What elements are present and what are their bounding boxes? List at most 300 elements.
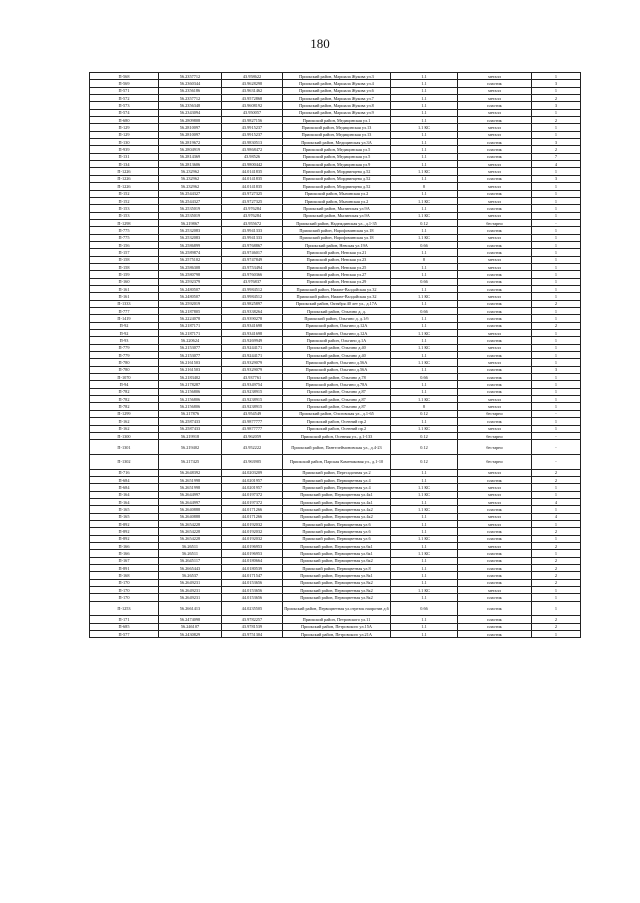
container-material-cell: металл — [458, 197, 532, 204]
table-row — [90, 520, 581, 527]
table-row — [90, 256, 581, 263]
container-material-cell: пластик — [458, 579, 532, 586]
latitude-cell: 56.2644997 — [159, 498, 222, 505]
address-cell: Приокский район, Нарофоминская ул.18 — [283, 234, 391, 241]
address-cell: Приокский район, Ольгино д.56А — [283, 359, 391, 366]
point-id-cell: П-129 — [90, 124, 159, 131]
container-count-cell: 1 — [532, 484, 581, 491]
address-cell: Приокский район, Медицинская ул.3А — [283, 139, 391, 146]
container-volume-cell: 0.12 — [391, 410, 458, 417]
address-cell: Приокский район, Ольгино д.12А — [283, 330, 391, 337]
table-row — [90, 146, 581, 153]
latitude-cell: 56.2224078 — [159, 315, 222, 322]
container-volume-cell: 1.1 — [391, 146, 458, 153]
longitude-cell: 44.0197372 — [222, 498, 283, 505]
longitude-cell: 44.0192032 — [222, 520, 283, 527]
latitude-cell: 56.2343094 — [159, 109, 222, 116]
point-id-cell: П-159 — [90, 271, 159, 278]
table-row — [90, 623, 581, 630]
longitude-cell: 44.0153656 — [222, 587, 283, 594]
container-volume-cell: 1.1 КС — [391, 330, 458, 337]
latitude-cell: 56.2480507 — [159, 285, 222, 292]
table-row — [90, 293, 581, 300]
container-material-cell: металл — [458, 587, 532, 594]
table-row — [90, 469, 581, 476]
address-cell: Приокский район, Пантелеймоновская ул., д.4-23 — [283, 440, 391, 455]
longitude-cell: 43.9984512 — [222, 293, 283, 300]
container-count-cell: 2 — [532, 579, 581, 586]
address-cell: Приокский район, Маршала Жукова ул.4 — [283, 80, 391, 87]
latitude-cell: 56.2651998 — [159, 476, 222, 483]
container-volume-cell: 1.1 КС — [391, 587, 458, 594]
container-material-cell: пластик — [458, 146, 532, 153]
latitude-cell: 56.2187171 — [159, 322, 222, 329]
latitude-cell: 56.2580798 — [159, 271, 222, 278]
container-count-cell: 1 — [532, 344, 581, 351]
point-id-cell: П-1299 — [90, 410, 159, 417]
longitude-cell: 43.9984512 — [222, 285, 283, 292]
table-row — [90, 528, 581, 535]
table-row — [90, 95, 581, 102]
point-id-cell: П-92 — [90, 322, 159, 329]
container-volume-cell: 8 — [391, 403, 458, 410]
table-row — [90, 183, 581, 190]
table-row — [90, 352, 581, 359]
latitude-cell: 56.2592379 — [159, 278, 222, 285]
container-count-cell: 1 — [532, 601, 581, 616]
latitude-cell: 56.2645117 — [159, 557, 222, 564]
point-id-cell: П-684 — [90, 484, 159, 491]
table-row — [90, 565, 581, 572]
latitude-cell: 56.2814369 — [159, 153, 222, 160]
longitude-cell: 43.962059 — [222, 432, 283, 439]
container-volume-cell: 1.1 — [391, 73, 458, 80]
latitude-cell: 56.2649231 — [159, 594, 222, 601]
table-row — [90, 498, 581, 505]
container-volume-cell: 1.1 — [391, 623, 458, 630]
table-row — [90, 109, 581, 116]
address-cell: Приокский район, Ольгино д.87 — [283, 388, 391, 395]
container-count-cell: 2 — [532, 543, 581, 550]
address-cell: Приокский район, Мызинская ул.9А — [283, 212, 391, 219]
container-material-cell: пластик — [458, 300, 532, 307]
table-row — [90, 616, 581, 623]
container-material-cell: пластик — [458, 594, 532, 601]
address-cell: Приокский район, Медицинская ул.5 — [283, 153, 391, 160]
longitude-cell: 43.9341698 — [222, 330, 283, 337]
table-row — [90, 344, 581, 351]
point-id-cell: П-577 — [90, 631, 159, 638]
table-row — [90, 227, 581, 234]
container-count-cell: 1 — [532, 337, 581, 344]
container-count-cell: 1 — [532, 396, 581, 403]
container-count-cell: 1 — [532, 330, 581, 337]
container-material-cell: металл — [458, 513, 532, 520]
container-material-cell: пластик — [458, 418, 532, 425]
container-count-cell: 1 — [532, 278, 581, 285]
address-cell: Приокский район, Ольгино д.40 — [283, 352, 391, 359]
address-cell: Приокский район, Маршала Жукова ул.3 — [283, 73, 391, 80]
container-count-cell: 1 — [532, 263, 581, 270]
latitude-cell: 56.2356348 — [159, 102, 222, 109]
address-cell: Приокский район, Медицинская ул.13 — [283, 131, 391, 138]
container-volume-cell: 1.1 КС — [391, 344, 458, 351]
container-count-cell: 1 — [532, 249, 581, 256]
container-material-cell: пластик — [458, 352, 532, 359]
container-volume-cell: 1.1 — [391, 631, 458, 638]
container-count-cell: 1 — [532, 205, 581, 212]
point-id-cell: П-680 — [90, 117, 159, 124]
table-row — [90, 359, 581, 366]
latitude-cell: 56.2156806 — [159, 403, 222, 410]
table-row — [90, 631, 581, 638]
container-volume-cell: 1.1 КС — [391, 491, 458, 498]
table-row — [90, 425, 581, 432]
container-material-cell: металл — [458, 498, 532, 505]
point-id-cell: П-130 — [90, 139, 159, 146]
table-row — [90, 432, 581, 439]
table-row — [90, 190, 581, 197]
point-id-cell: П-780 — [90, 359, 159, 366]
container-count-cell: 1 — [532, 359, 581, 366]
point-id-cell: П-162 — [90, 425, 159, 432]
container-count-cell: 1 — [532, 73, 581, 80]
container-count-cell: 2 — [532, 528, 581, 535]
address-cell: Приокский район, Ольгино д.87 — [283, 403, 391, 410]
point-id-cell: П-162 — [90, 418, 159, 425]
address-cell: Приокский район, Первоцветная ул.8к2 — [283, 587, 391, 594]
container-material-cell: металл — [458, 543, 532, 550]
container-material-cell: металл — [458, 234, 532, 241]
table-row — [90, 131, 581, 138]
container-volume-cell: 0.12 — [391, 432, 458, 439]
address-cell: Приокский район, Первоцветная ул.4 — [283, 484, 391, 491]
point-id-cell: П-93 — [90, 337, 159, 344]
latitude-cell: 56.2187805 — [159, 308, 222, 315]
container-volume-cell: 1.1 — [391, 469, 458, 476]
container-material-cell: металл — [458, 359, 532, 366]
latitude-cell: 56.2360344 — [159, 80, 222, 87]
container-material-cell: металл — [458, 469, 532, 476]
container-material-cell: пластик — [458, 271, 532, 278]
address-cell: Приокский район, Пересадочная ул.2 — [283, 469, 391, 476]
latitude-cell: 56.2587433 — [159, 418, 222, 425]
point-id-cell: П-129 — [90, 131, 159, 138]
table-row — [90, 403, 581, 410]
point-id-cell: П-777 — [90, 308, 159, 315]
longitude-cell: 43.9781539 — [222, 623, 283, 630]
container-count-cell: 3 — [532, 102, 581, 109]
container-count-cell: 1 — [532, 352, 581, 359]
address-cell: Приокский район, Медицинская ул.13 — [283, 124, 391, 131]
address-cell: Приокский район, Осенний пр.2 — [283, 425, 391, 432]
latitude-cell: 56.217425 — [159, 454, 222, 469]
longitude-cell: 43.976837 — [222, 278, 283, 285]
longitude-cell: 43.963905 — [222, 454, 283, 469]
container-count-cell: 1 — [532, 168, 581, 175]
container-count-cell: 2 — [532, 623, 581, 630]
point-id-cell: П-171 — [90, 616, 159, 623]
container-volume-cell: 1.1 — [391, 513, 458, 520]
longitude-cell: 43.9238915 — [222, 388, 283, 395]
longitude-cell: 44.0141835 — [222, 175, 283, 182]
latitude-cell: 56.219918 — [159, 432, 222, 439]
container-volume-cell: 1.1 — [391, 80, 458, 87]
point-id-cell: П-939 — [90, 146, 159, 153]
point-id-cell: П-782 — [90, 403, 159, 410]
latitude-cell: 56.2586308 — [159, 263, 222, 270]
container-count-cell: 2 — [532, 616, 581, 623]
container-volume-cell: 1.1 КС — [391, 396, 458, 403]
address-cell: Приокский район, Мордвинцева д.52 — [283, 175, 391, 182]
longitude-cell: 44.0153656 — [222, 579, 283, 586]
latitude-cell: 56.2544327 — [159, 197, 222, 204]
longitude-cell: 43.9341698 — [222, 322, 283, 329]
point-id-cell: П-775 — [90, 234, 159, 241]
latitude-cell: 56.219867 — [159, 219, 222, 226]
container-count-cell: 1 — [532, 124, 581, 131]
container-material-cell: пластик — [458, 117, 532, 124]
latitude-cell: 56.2586899 — [159, 241, 222, 248]
container-material-cell: бестарно — [458, 440, 532, 455]
container-material-cell: металл — [458, 344, 532, 351]
container-volume-cell: 1.1 — [391, 285, 458, 292]
container-material-cell: металл — [458, 520, 532, 527]
point-id-cell: П-775 — [90, 227, 159, 234]
table-row — [90, 139, 581, 146]
container-volume-cell: 0.66 — [391, 241, 458, 248]
point-id-cell: П-170 — [90, 594, 159, 601]
container-material-cell: пластик — [458, 366, 532, 373]
table-row — [90, 73, 581, 80]
container-volume-cell: 1.1 — [391, 381, 458, 388]
container-material-cell: пластик — [458, 528, 532, 535]
container-volume-cell: 1.1 — [391, 565, 458, 572]
table-row — [90, 234, 581, 241]
table-row — [90, 454, 581, 469]
longitude-cell: 43.9608192 — [222, 102, 283, 109]
longitude-cell: 43.9877777 — [222, 418, 283, 425]
container-volume-cell: 1.1 — [391, 153, 458, 160]
longitude-cell: 43.9329079 — [222, 366, 283, 373]
longitude-cell: 43.9746017 — [222, 249, 283, 256]
longitude-cell: 44.0171266 — [222, 513, 283, 520]
container-material-cell: металл — [458, 131, 532, 138]
latitude-cell: 56.2644997 — [159, 491, 222, 498]
longitude-cell: 44.0153656 — [222, 594, 283, 601]
address-cell: Приокский район, Нарофоминская ул.18 — [283, 227, 391, 234]
container-count-cell: 1 — [532, 381, 581, 388]
container-count-cell: - — [532, 454, 581, 469]
latitude-cell: 56.219402 — [159, 440, 222, 455]
address-cell: Приокский район, Ольгино д.12А — [283, 322, 391, 329]
container-volume-cell: 1.1 — [391, 352, 458, 359]
longitude-cell: 44.0180664 — [222, 557, 283, 564]
address-cell: Приокский район, Невская ул.27 — [283, 271, 391, 278]
container-count-cell: 1 — [532, 197, 581, 204]
container-count-cell: 1 — [532, 315, 581, 322]
container-count-cell: 1 — [532, 212, 581, 219]
table-row — [90, 330, 581, 337]
table-row — [90, 315, 581, 322]
container-count-cell: 1 — [532, 506, 581, 513]
container-material-cell: металл — [458, 124, 532, 131]
container-material-cell: пластик — [458, 153, 532, 160]
page-number: 180 — [310, 36, 330, 51]
container-material-cell: пластик — [458, 285, 532, 292]
longitude-cell: 43.9868472 — [222, 146, 283, 153]
longitude-cell: 43.9631462 — [222, 87, 283, 94]
container-volume-cell: 0.12 — [391, 454, 458, 469]
container-volume-cell: 1.1 КС — [391, 234, 458, 241]
table-row — [90, 396, 581, 403]
point-id-cell: П-158 — [90, 263, 159, 270]
latitude-cell: 56.2587433 — [159, 425, 222, 432]
point-id-cell: П-892 — [90, 535, 159, 542]
container-volume-cell: 1.1 — [391, 87, 458, 94]
table-row — [90, 418, 581, 425]
container-material-cell: металл — [458, 212, 532, 219]
container-count-cell: - — [532, 440, 581, 455]
point-id-cell: П-1226 — [90, 183, 159, 190]
latitude-cell: 56.2544327 — [159, 190, 222, 197]
longitude-cell: 43.9768867 — [222, 241, 283, 248]
address-cell: Приокский район, Петровского ул.11 — [283, 616, 391, 623]
point-id-cell: П-166 — [90, 543, 159, 550]
longitude-cell: 43.952222 — [222, 440, 283, 455]
container-volume-cell: 1.1 — [391, 616, 458, 623]
container-volume-cell: 1.1 — [391, 205, 458, 212]
address-cell: Приокский район, Маршала Жукова ул.9 — [283, 109, 391, 116]
point-id-cell: П-572 — [90, 95, 159, 102]
table-row — [90, 543, 581, 550]
container-count-cell: 3 — [532, 175, 581, 182]
container-material-cell: пластик — [458, 476, 532, 483]
point-id-cell: П-782 — [90, 396, 159, 403]
longitude-cell: 44.0203209 — [222, 469, 283, 476]
container-volume-cell: 1.1 — [391, 572, 458, 579]
latitude-cell: 56.246107 — [159, 623, 222, 630]
container-count-cell: 1 — [532, 374, 581, 381]
point-id-cell: П-166 — [90, 550, 159, 557]
container-material-cell: металл — [458, 484, 532, 491]
address-cell: Приокский район, Медицинская ул.1 — [283, 117, 391, 124]
latitude-cell: 56.2532083 — [159, 227, 222, 234]
longitude-cell: 44.0141835 — [222, 168, 283, 175]
address-cell: Приокский район, Парская Каменаковая ул., д.1-10 — [283, 454, 391, 469]
latitude-cell: 56.2474098 — [159, 616, 222, 623]
point-id-cell: П-568 — [90, 73, 159, 80]
container-volume-cell: 1.1 КС — [391, 425, 458, 432]
table-row — [90, 117, 581, 124]
point-id-cell: П-1300 — [90, 432, 159, 439]
point-id-cell: П-684 — [90, 476, 159, 483]
container-count-cell: 1 — [532, 131, 581, 138]
latitude-cell: 56.220624 — [159, 337, 222, 344]
latitude-cell: 56.232962 — [159, 168, 222, 175]
container-volume-cell: 1.1 КС — [391, 550, 458, 557]
container-material-cell: металл — [458, 396, 532, 403]
table-row — [90, 285, 581, 292]
table-row — [90, 153, 581, 160]
address-cell: Приокский район, Мызинская ул.2 — [283, 197, 391, 204]
table-row — [90, 484, 581, 491]
longitude-cell: 43.9390278 — [222, 315, 283, 322]
container-volume-cell: 1.1 — [391, 263, 458, 270]
address-cell: Приокский район, Первоцветная ул.8к2 — [283, 594, 391, 601]
point-id-cell: П-716 — [90, 469, 159, 476]
longitude-cell: 43.954549 — [222, 410, 283, 417]
address-cell: Приокский район, Ольгино д.78 — [283, 374, 391, 381]
table-row — [90, 374, 581, 381]
container-volume-cell: 8 — [391, 256, 458, 263]
longitude-cell: 44.0201957 — [222, 484, 283, 491]
point-id-cell: П-167 — [90, 557, 159, 564]
container-volume-cell: 1.1 — [391, 476, 458, 483]
longitude-cell: 43.9941333 — [222, 227, 283, 234]
latitude-cell: 56.2640888 — [159, 506, 222, 513]
address-cell: Приокский район, Первоцветная ул.6 — [283, 535, 391, 542]
point-id-cell: П-158 — [90, 256, 159, 263]
address-cell: Приокский район, Первоцветная ул.4к2 — [283, 506, 391, 513]
container-count-cell: 2 — [532, 146, 581, 153]
container-count-cell: 1 — [532, 418, 581, 425]
point-id-cell: П-1226 — [90, 175, 159, 182]
latitude-cell: 56.2654228 — [159, 520, 222, 527]
container-material-cell: металл — [458, 87, 532, 94]
longitude-cell: 44.0180539 — [222, 565, 283, 572]
container-material-cell: пластик — [458, 278, 532, 285]
container-volume-cell: 1.1 — [391, 109, 458, 116]
latitude-cell: 56.2575102 — [159, 256, 222, 263]
container-volume-cell: 1.1 — [391, 579, 458, 586]
address-cell: Приокский район, Невская ул.21 — [283, 249, 391, 256]
latitude-cell: 56.2480507 — [159, 293, 222, 300]
longitude-cell: 43.9238915 — [222, 403, 283, 410]
container-count-cell: 1 — [532, 550, 581, 557]
container-volume-cell: 1.1 — [391, 139, 458, 146]
latitude-cell: 56.2589874 — [159, 249, 222, 256]
table-row — [90, 476, 581, 483]
address-cell: Приокский район, Первоцветная ул.4к2 — [283, 513, 391, 520]
longitude-cell: 43.950057 — [222, 109, 283, 116]
address-cell: Приокский район, Первоцветная ул.8 — [283, 565, 391, 572]
container-count-cell: 2 — [532, 565, 581, 572]
container-material-cell: пластик — [458, 227, 532, 234]
container-volume-cell: 8 — [391, 183, 458, 190]
latitude-cell: 56.2156806 — [159, 396, 222, 403]
table-row — [90, 308, 581, 315]
latitude-cell: 56.2535019 — [159, 205, 222, 212]
longitude-cell: 43.9782257 — [222, 616, 283, 623]
container-material-cell: пластик — [458, 102, 532, 109]
address-cell: Приокский район, Первоцветная ул.6к2 — [283, 557, 391, 564]
longitude-cell: 43.9747849 — [222, 256, 283, 263]
address-cell: Приокский район, Маршала Жукова ул.6 — [283, 87, 391, 94]
point-id-cell: П-131 — [90, 153, 159, 160]
table-row — [90, 241, 581, 248]
table-row — [90, 594, 581, 601]
container-volume-cell: 1.1 — [391, 543, 458, 550]
container-volume-cell: 1.1 КС — [391, 293, 458, 300]
longitude-cell: 44.0171547 — [222, 572, 283, 579]
address-cell: Приокский район, Невская ул.19А — [283, 241, 391, 248]
longitude-cell: 43.9269949 — [222, 337, 283, 344]
table-row — [90, 587, 581, 594]
address-cell: Приокский район, Невская ул.23 — [283, 256, 391, 263]
point-id-cell: П-161 — [90, 293, 159, 300]
latitude-cell: 56.2356186 — [159, 87, 222, 94]
